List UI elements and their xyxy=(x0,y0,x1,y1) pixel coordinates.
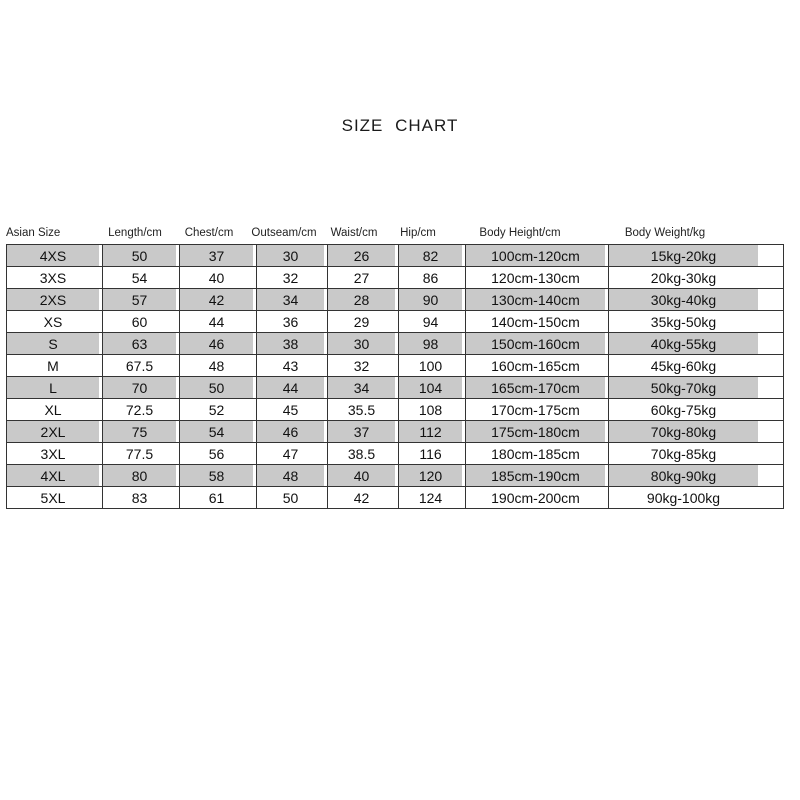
header-waist: Waist/cm xyxy=(330,227,378,239)
cell-chest: 48 xyxy=(179,355,253,376)
cell-size: 3XL xyxy=(40,445,66,462)
table-row xyxy=(7,376,783,398)
table-row xyxy=(7,354,783,376)
cell-waist: 40 xyxy=(327,465,395,486)
cell-chest: 58 xyxy=(179,465,253,486)
cell-outseam: 36 xyxy=(256,311,324,332)
cell-waist: 27 xyxy=(327,267,395,288)
cell-chest: 50 xyxy=(179,377,253,398)
cell-waist: 35.5 xyxy=(327,399,395,420)
table-row xyxy=(7,332,783,354)
table-row xyxy=(7,398,783,420)
cell-body-height: 150cm-160cm xyxy=(465,333,605,354)
cell-body-weight: 50kg-70kg xyxy=(608,377,758,398)
cell-chest: 42 xyxy=(179,289,253,310)
cell-waist: 26 xyxy=(327,245,395,266)
cell-chest: 46 xyxy=(179,333,253,354)
table-row xyxy=(7,464,783,486)
cell-waist: 28 xyxy=(327,289,395,310)
cell-body-height: 170cm-175cm xyxy=(465,399,605,420)
cell-waist: 32 xyxy=(327,355,395,376)
cell-waist: 42 xyxy=(327,487,395,508)
cell-size: 2XS xyxy=(7,289,99,310)
cell-outseam: 38 xyxy=(256,333,324,354)
cell-outseam: 44 xyxy=(256,377,324,398)
cell-body-height: 120cm-130cm xyxy=(465,267,605,288)
cell-hip: 120 xyxy=(398,465,462,486)
cell-size: XL xyxy=(44,401,62,418)
cell-outseam: 45 xyxy=(256,399,324,420)
cell-body-weight: 20kg-30kg xyxy=(608,267,758,288)
cell-outseam: 50 xyxy=(256,487,324,508)
cell-length: 60 xyxy=(102,311,176,332)
cell-length: 72.5 xyxy=(102,399,176,420)
cell-waist: 30 xyxy=(327,333,395,354)
header-hip: Hip/cm xyxy=(400,227,436,239)
cell-hip: 112 xyxy=(398,421,462,442)
cell-length: 50 xyxy=(102,245,176,266)
cell-length: 54 xyxy=(102,267,176,288)
table-row xyxy=(7,245,783,266)
table-row xyxy=(7,486,783,508)
size-chart-table xyxy=(6,222,784,509)
cell-hip: 108 xyxy=(398,399,462,420)
cell-size: XS xyxy=(43,313,63,330)
cell-hip: 94 xyxy=(398,311,462,332)
cell-chest: 54 xyxy=(179,421,253,442)
cell-hip: 116 xyxy=(398,443,462,464)
cell-body-weight: 15kg-20kg xyxy=(608,245,758,266)
header-length: Length/cm xyxy=(108,227,162,239)
cell-body-height: 140cm-150cm xyxy=(465,311,605,332)
cell-body-height: 160cm-165cm xyxy=(465,355,605,376)
cell-outseam: 30 xyxy=(256,245,324,266)
cell-length: 63 xyxy=(102,333,176,354)
cell-body-weight: 30kg-40kg xyxy=(608,289,758,310)
cell-chest: 40 xyxy=(179,267,253,288)
cell-hip: 90 xyxy=(398,289,462,310)
cell-waist: 29 xyxy=(327,311,395,332)
cell-chest: 61 xyxy=(179,487,253,508)
cell-body-weight: 45kg-60kg xyxy=(608,355,758,376)
cell-body-weight: 60kg-75kg xyxy=(608,399,758,420)
cell-body-weight: 90kg-100kg xyxy=(608,487,758,508)
cell-length: 75 xyxy=(102,421,176,442)
cell-chest: 37 xyxy=(179,245,253,266)
cell-size: L xyxy=(7,377,99,398)
cell-body-weight: 35kg-50kg xyxy=(608,311,758,332)
cell-hip: 104 xyxy=(398,377,462,398)
cell-hip: 100 xyxy=(398,355,462,376)
cell-size: 5XL xyxy=(40,489,66,506)
header-asian-size: Asian Size xyxy=(6,227,61,239)
table-row xyxy=(7,420,783,442)
cell-hip: 98 xyxy=(398,333,462,354)
cell-hip: 124 xyxy=(398,487,462,508)
page-title: SIZE CHART xyxy=(341,116,459,135)
cell-body-height: 165cm-170cm xyxy=(465,377,605,398)
cell-waist: 38.5 xyxy=(327,443,395,464)
header-chest: Chest/cm xyxy=(184,227,234,239)
cell-body-height: 185cm-190cm xyxy=(465,465,605,486)
header-body-weight: Body Weight/kg xyxy=(624,227,706,239)
cell-outseam: 32 xyxy=(256,267,324,288)
cell-length: 80 xyxy=(102,465,176,486)
table-header-row xyxy=(6,222,784,244)
cell-body-height: 180cm-185cm xyxy=(465,443,605,464)
cell-length: 83 xyxy=(102,487,176,508)
cell-chest: 56 xyxy=(179,443,253,464)
cell-chest: 52 xyxy=(179,399,253,420)
cell-length: 57 xyxy=(102,289,176,310)
cell-body-height: 175cm-180cm xyxy=(465,421,605,442)
cell-length: 70 xyxy=(102,377,176,398)
cell-outseam: 48 xyxy=(256,465,324,486)
cell-outseam: 34 xyxy=(256,289,324,310)
table-row xyxy=(7,442,783,464)
cell-size: 4XS xyxy=(7,245,99,266)
cell-body-weight: 70kg-80kg xyxy=(608,421,758,442)
cell-body-height: 190cm-200cm xyxy=(465,487,605,508)
cell-hip: 86 xyxy=(398,267,462,288)
cell-waist: 37 xyxy=(327,421,395,442)
cell-chest: 44 xyxy=(179,311,253,332)
cell-size: 4XL xyxy=(7,465,99,486)
cell-waist: 34 xyxy=(327,377,395,398)
cell-body-weight: 40kg-55kg xyxy=(608,333,758,354)
table-body xyxy=(6,244,784,509)
table-row xyxy=(7,310,783,332)
cell-outseam: 46 xyxy=(256,421,324,442)
cell-body-height: 130cm-140cm xyxy=(465,289,605,310)
table-row xyxy=(7,266,783,288)
cell-body-weight: 80kg-90kg xyxy=(608,465,758,486)
cell-outseam: 47 xyxy=(256,443,324,464)
cell-outseam: 43 xyxy=(256,355,324,376)
cell-size: S xyxy=(7,333,99,354)
cell-body-height: 100cm-120cm xyxy=(465,245,605,266)
cell-body-weight: 70kg-85kg xyxy=(608,443,758,464)
cell-size: 3XS xyxy=(39,269,67,286)
header-outseam: Outseam/cm xyxy=(251,227,317,239)
cell-size: 2XL xyxy=(7,421,99,442)
header-body-height: Body Height/cm xyxy=(479,227,561,239)
cell-hip: 82 xyxy=(398,245,462,266)
table-row xyxy=(7,288,783,310)
cell-length: 67.5 xyxy=(102,355,176,376)
cell-length: 77.5 xyxy=(102,443,176,464)
cell-size: M xyxy=(47,357,59,374)
